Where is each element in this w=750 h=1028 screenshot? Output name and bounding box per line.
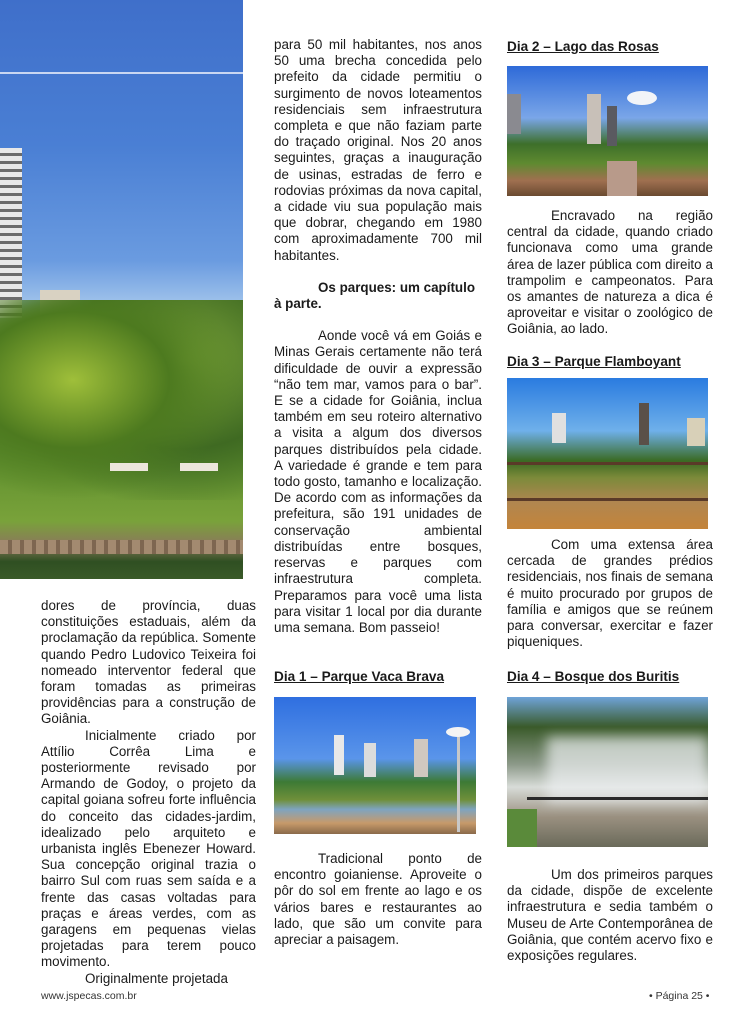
photo-building bbox=[0, 148, 22, 318]
paragraph: Um dos primeiros parques da cidade, dispõe de excelente infraestrutura e sedia também o Museu de Arte Contemporânea de Goiânia, que contém acervo fixo e exposições regulares. bbox=[507, 867, 713, 964]
paragraph: para 50 mil habitantes, nos anos 50 uma brecha concedida pelo prefeito da cidade permitiu o surgimento de novos loteamentos residenciais sem infraestrutura completa e que não faziam parte do traçado original. Nos 20 anos seguintes, graças a inauguração de usinas, estradas de ferro e rodovias próximas da nova capital, a cidade viu sua população mais que dobrar, chegando em 1980 com aproximadamente 700 mil habitantes. bbox=[274, 37, 482, 263]
day-1-heading: Dia 1 – Parque Vaca Brava bbox=[274, 669, 445, 684]
footer-website-link[interactable]: www.jspecas.com.br bbox=[41, 990, 137, 1002]
paragraph: Encravado na região central da cidade, quando criado funcionava como uma grande área de lazer pública com direito a trampolim e campeonatos. Para os amantes de natureza a dica é aproveitar e visitar o zoológico de Goiânia, ao lado. bbox=[507, 208, 713, 337]
day-2-text bbox=[507, 208, 713, 338]
paragraph: Inicialmente criado por Attílio Corrêa Lima e posteriormente revisado por Armando de Godoy, o projeto da capital goiana sofreu forte influência do conceito das cidades-jardim, idealizado pelo arquiteto e urbanista inglês Ebenezer Howard. Sua concepção original trazia o bairro Sul com ruas sem saída e a frente das casas voltadas para praças e áreas verdes, com as garagens em pequenas vielas projetadas para terem pouco movimento. bbox=[41, 727, 256, 970]
day-3-photo bbox=[507, 378, 708, 529]
day-3-text bbox=[507, 537, 713, 650]
day-1-text bbox=[274, 851, 482, 948]
paragraph: Tradicional ponto de encontro goianiense. Aproveite o pôr do sol em frente ao lago e os vários bares e restaurantes ao lado, que são um convite para apreciar a paisagem. bbox=[274, 851, 482, 948]
photo-stone-wall bbox=[0, 540, 243, 554]
hero-photo bbox=[0, 0, 243, 579]
day-4-photo bbox=[507, 697, 708, 847]
day-1-photo bbox=[274, 697, 476, 834]
section-heading: Os parques: um capítulo à parte. bbox=[274, 279, 475, 312]
page-number: • Página 25 • bbox=[649, 990, 710, 1002]
paragraph: Originalmente projetada bbox=[85, 970, 228, 986]
day-2-photo bbox=[507, 66, 708, 196]
day-2-heading: Dia 2 – Lago das Rosas bbox=[507, 39, 659, 54]
day-4-heading: Dia 4 – Bosque dos Buritis bbox=[507, 669, 680, 684]
paragraph: Aonde você vá em Goiás e Minas Gerais certamente não terá dificuldade de ouvir a expressão “não tem mar, vamos para o bar”. E se a cidade for Goiânia, inclua também em seu roteiro alternativo a visita a algum dos diversos parques distribuídos pela cidade. A variedade é grande e tem para todo gosto, tamanho e localização. De acordo com as informações da prefeitura, são 191 unidades de conservação ambiental distribuídas entre bosques, reservas e parques com infraestrutura completa. Preparamos para você uma lista para visitar 1 local por dia durante uma semana. Bom passeio! bbox=[274, 328, 482, 635]
article-column-2 bbox=[274, 37, 482, 636]
article-column-1 bbox=[41, 598, 256, 987]
day-3-heading: Dia 3 – Parque Flamboyant bbox=[507, 354, 681, 369]
paragraph: dores de província, duas constituições estaduais, além da proclamação da república. Somente quando Pedro Ludovico Teixeira foi nomeado interventor federal que foram tomadas as primeiras providências para a construção de Goiânia. bbox=[41, 598, 256, 727]
photo-bench bbox=[180, 463, 218, 471]
day-4-text bbox=[507, 867, 713, 964]
paragraph: Com uma extensa área cercada de grandes prédios residenciais, nos finais de semana é muito procurado por grupos de família e amigos que se reúnem para conversar, exercitar e fazer piqueniques. bbox=[507, 537, 713, 650]
photo-bench bbox=[110, 463, 148, 471]
photo-divider-line bbox=[0, 72, 243, 74]
